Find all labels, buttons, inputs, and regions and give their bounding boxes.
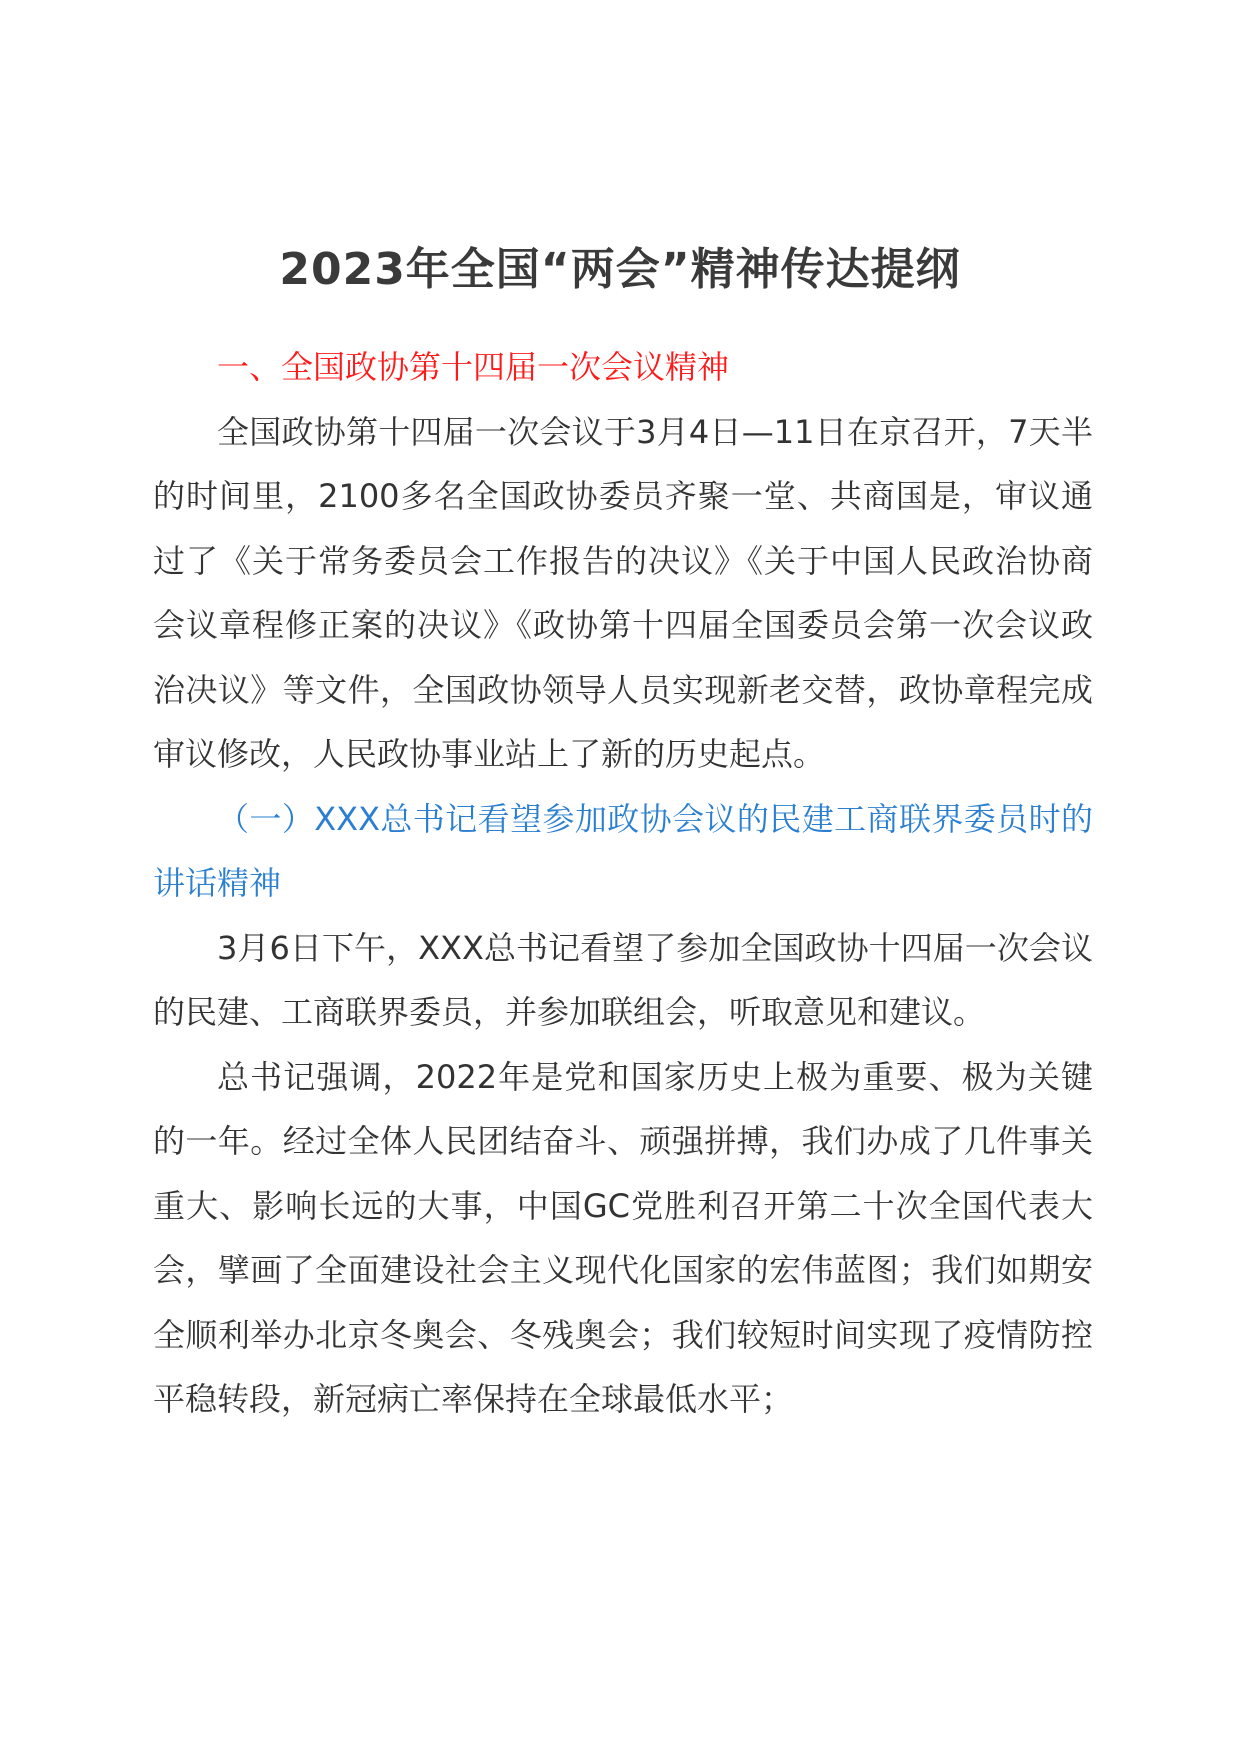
paragraph: 总书记强调，2022年是党和国家历史上极为重要、极为关键的一年。经过全体人民团结奋斗、顽强拼搏，我们办成了几件事关重大、影响长远的大事，中国GC党胜利召开第二十次全国代表大会，擘画了全面建设社会主义现代化国家的宏伟蓝图；我们如期安全顺利举办北京冬奥会、冬残奥会；我们较短时间实现了疫情防控平稳转段，新冠病亡率保持在全球最低水平； (153, 1057, 1093, 1418)
document-title: 2023年全国“两会”精神传达提纲 (279, 244, 961, 295)
document-body (153, 335, 1093, 1432)
paragraph: 全国政协第十四届一次会议于3月4日—11日在京召开，7天半的时间里，2100多名全国政协委员齐聚一堂、共商国是，审议通过了《关于常务委员会工作报告的决议》《关于中国人民政治协商会议章程修正案的决议》《政协第十四届全国委员会第一次会议政治决议》等文件，全国政协领导人员实现新老交替，政协章程完成审议修改，人民政协事业站上了新的历史起点。 (153, 412, 1093, 773)
section-heading: 一、全国政协第十四届一次会议精神 (217, 348, 730, 386)
paragraph: 3月6日下午，XXX总书记看望了参加全国政协十四届一次会议的民建、工商联界委员，并参加联组会，听取意见和建议。 (153, 928, 1093, 1031)
subsection-heading: （一）XXX总书记看望参加政协会议的民建工商联界委员时的讲话精神 (153, 799, 1093, 902)
